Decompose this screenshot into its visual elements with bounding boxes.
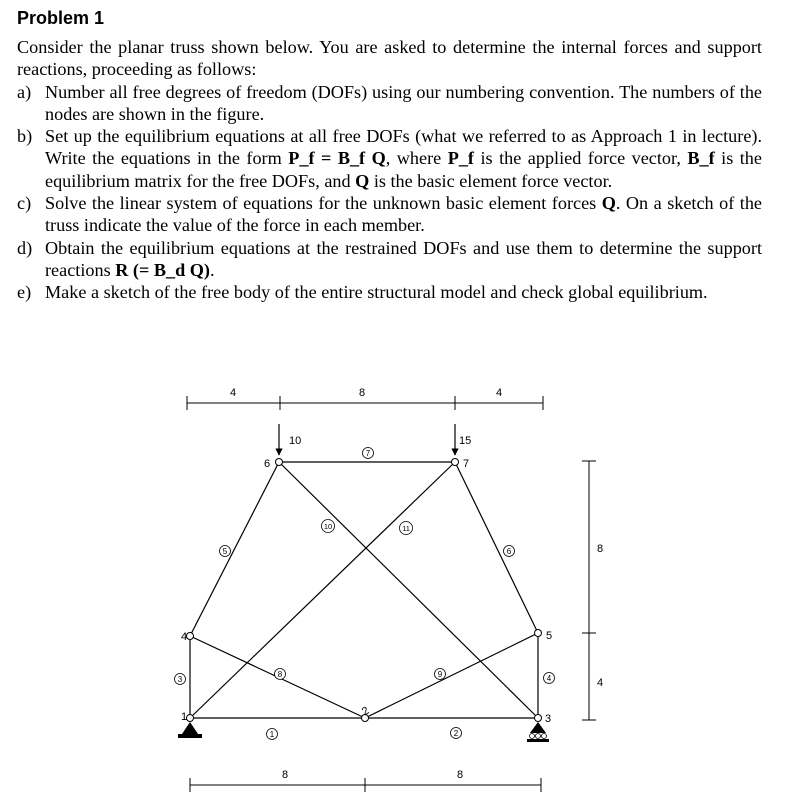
element-label: 8 (277, 670, 283, 679)
node-label: 6 (264, 458, 271, 470)
element-label: 9 (437, 670, 443, 679)
dim-bottom-label: 8 (456, 769, 464, 781)
problem-title: Problem 1 (17, 8, 105, 28)
load-value: 10 (289, 435, 302, 447)
member-10 (279, 462, 538, 718)
part-label: d) (17, 237, 33, 258)
dim-right-label: 8 (597, 543, 604, 555)
node-label: 1 (181, 711, 188, 723)
element-label: 1 (269, 730, 275, 739)
element-label: 3 (177, 675, 183, 684)
part-label: b) (17, 126, 33, 147)
dim-top-label: 8 (358, 387, 366, 399)
intro-paragraph: Consider the planar truss shown below. You are asked to determine the internal forces and support reactions, proceeding as follows: (17, 37, 762, 80)
node-7 (452, 459, 459, 466)
dim-right-label: 4 (597, 677, 604, 689)
truss-nodes (187, 459, 542, 722)
equation: P_f = B_f Q (288, 148, 386, 169)
node-5 (535, 630, 542, 637)
element-label: 7 (365, 449, 371, 458)
bottom-dimension (190, 778, 541, 792)
node-label: 3 (545, 713, 552, 725)
node-label: 2 (360, 704, 372, 719)
symbol-q: Q (601, 193, 616, 214)
element-label: 11 (402, 524, 410, 533)
dim-top-label: 4 (229, 387, 237, 399)
part-text: Obtain the equilibrium equations at the restrained DOFs and use them to determine the support reactions R (= B_d Q). (45, 237, 762, 280)
right-dimension (582, 461, 596, 720)
equation: R (= B_d Q) (115, 259, 210, 280)
part-text: Make a sketch of the free body of the entire structural model and check global equilibrium. (45, 282, 708, 303)
node-4 (187, 633, 194, 640)
truss-members (190, 462, 538, 718)
node-label: 5 (546, 630, 553, 642)
part-text: Number all free degrees of freedom (DOFs) using our numbering convention. The numbers of the nodes are shown in the figure. (45, 81, 762, 124)
part-text: Set up the equilibrium equations at all free DOFs (what we referred to as Approach 1 in lecture). Write the equations in the form P_f = B_f Q, where P_f is the applied force vector, B_f is the equilibrium matrix for the free DOFs, and Q is the basic element force vector. (45, 126, 762, 191)
node-label: 7 (463, 458, 470, 470)
part-label: c) (17, 193, 32, 214)
load-value: 15 (459, 435, 472, 447)
pin-support-node1 (178, 722, 202, 738)
member-5 (190, 462, 279, 636)
part-text: Solve the linear system of equations for the unknown basic element forces Q. On a sketch of the truss indicate the value of the force in each member. (45, 193, 762, 236)
node-3 (535, 715, 542, 722)
node-label: 4 (181, 631, 188, 643)
symbol-q: Q (355, 170, 370, 191)
element-label: 4 (546, 674, 552, 683)
element-label: 6 (506, 547, 512, 556)
node-1 (187, 715, 194, 722)
roller-support-node3 (527, 722, 549, 742)
element-labels (175, 448, 555, 740)
element-label: 10 (323, 522, 333, 531)
member-6 (455, 462, 538, 633)
part-label: a) (17, 81, 32, 102)
node-6 (276, 459, 283, 466)
element-label: 2 (453, 729, 459, 738)
member-11 (190, 462, 455, 718)
element-label: 5 (222, 547, 228, 556)
dim-bottom-label: 8 (281, 769, 289, 781)
part-label: e) (17, 282, 32, 303)
symbol-bf: B_f (687, 148, 715, 169)
member-9 (365, 633, 538, 718)
dim-top-label: 4 (495, 387, 503, 399)
symbol-pf: P_f (447, 148, 474, 169)
